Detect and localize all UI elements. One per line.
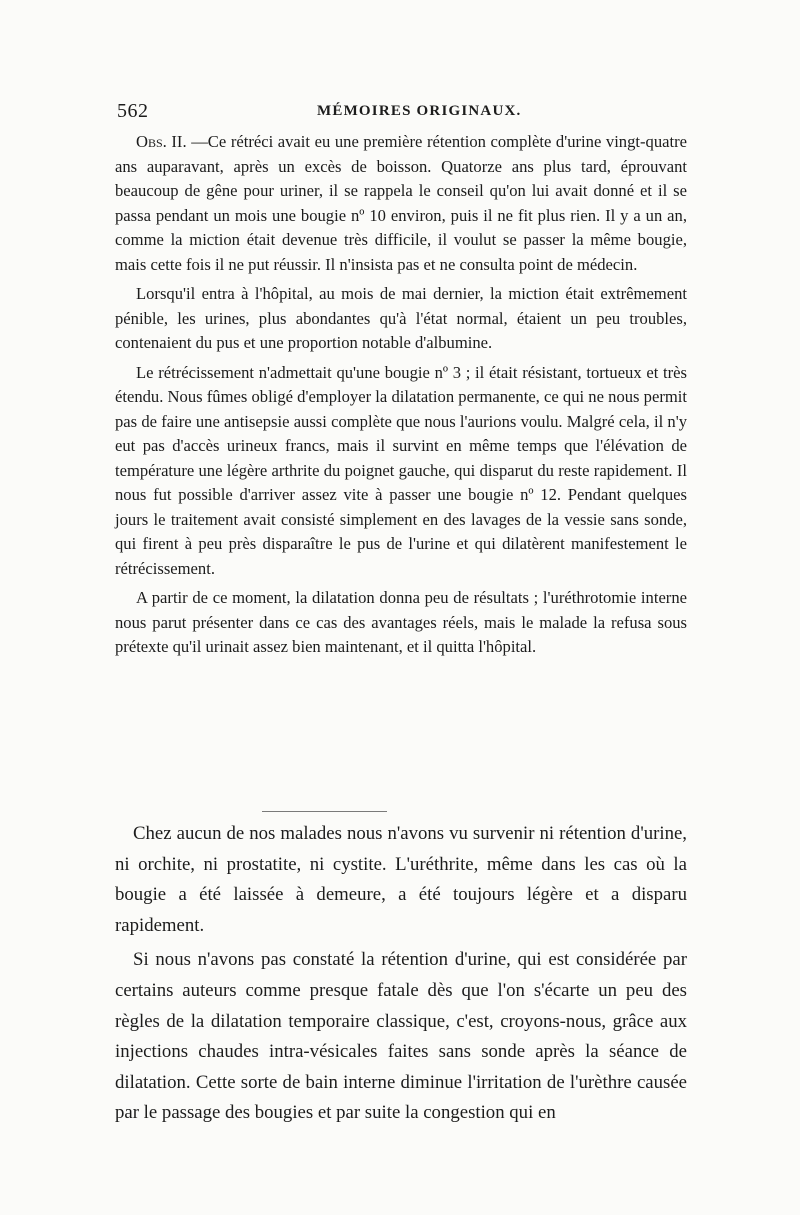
page-number: 562 xyxy=(117,100,149,122)
section-divider xyxy=(262,811,387,812)
observation-paragraph xyxy=(115,130,687,277)
body-paragraph: Si nous n'avons pas constaté la rétention d'urine, qui est considérée par certains auteurs comme presque fatale dès que l'on s'écarte un peu des règles de la dilatation temporaire classique, c'est, croyons-nous, grâce aux injections chaudes intra-vésicales faites sans sonde après la séance de dilatation. Cette sorte de bain interne diminue l'irritation de l'urèthre causée par le passage des bougies et par suite la congestion qui en xyxy=(115,949,687,1124)
running-head xyxy=(117,100,692,128)
observation-paragraph: A partir de ce moment, la dilatation donna peu de résultats ; l'uréthrotomie interne nous parut présenter dans ce cas des avantages réels, mais le malade la refusa sous prétexte qu'il urinait assez bien maintenant, et il quitta l'hôpital. xyxy=(115,588,687,656)
observation-paragraph: Lorsqu'il entra à l'hôpital, au mois de mai dernier, la miction était extrêmement pénible, les urines, plus abondantes qu'à l'état normal, étaient un peu troubles, contenaient du pus et une proportion notable d'albumine. xyxy=(115,284,687,352)
body-paragraph: Chez aucun de nos malades nous n'avons vu survenir ni rétention d'urine, ni orchite, ni prostatite, ni cystite. L'uréthrite, même dans les cas où la bougie a été laissée à demeure, a été toujours légère et a disparu rapidement. xyxy=(115,823,687,936)
running-title: MÉMOIRES ORIGINAUX. xyxy=(317,103,522,119)
observation-text xyxy=(115,130,687,660)
observation-label: Obs. II. xyxy=(136,132,187,151)
observation-paragraph: Le rétrécissement n'admettait qu'une bougie nº 3 ; il était résistant, tortueux et très étendu. Nous fûmes obligé d'employer la dilatation permanente, ce qui ne nous permit pas de faire une antisepsie aussi complète que nous l'aurions voulu. Malgré cela, il n'y eut pas d'accès urineux francs, mais il survint en même temps que l'élévation de température une légère arthrite du poignet gauche, qui disparut du reste rapidement. Il nous fut possible d'arriver assez vite à passer une bougie nº 12. Pendant quelques jours le traitement avait consisté simplement en des lavages de la vessie sans sonde, qui firent à peu près disparaître le pus de l'urine et qui dilatèrent manifestement le rétrécissement. xyxy=(115,362,687,578)
body-text xyxy=(115,819,687,1129)
observation-paragraph-text: —Ce rétréci avait eu une première rétention complète d'urine vingt-quatre ans auparavant, après un excès de boisson. Quatorze ans plus tard, éprouvant beaucoup de gêne pour uriner, il se rappela le conseil qu'on lui avait donné et il se passa pendant un mois une bougie nº 10 environ, puis il ne fit plus rien. Il y a un an, comme la miction était devenue très difficile, il voulut se passer la même bougie, mais cette fois il ne put réussir. Il n'insista pas et ne consulta point de médecin. xyxy=(115,132,687,274)
